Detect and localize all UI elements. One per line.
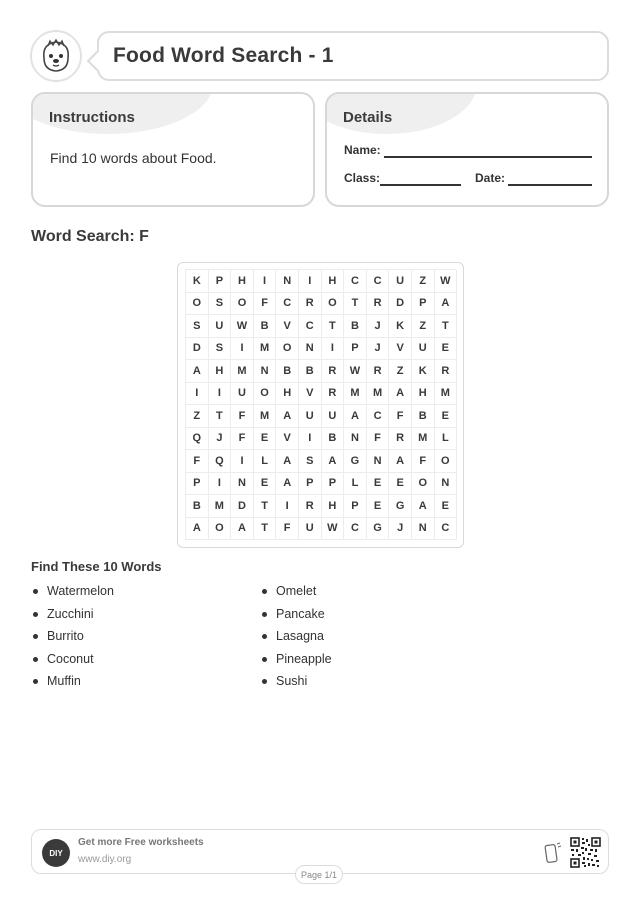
grid-cell[interactable]: I bbox=[186, 383, 209, 406]
grid-cell[interactable]: O bbox=[209, 518, 232, 541]
grid-cell[interactable]: O bbox=[435, 450, 458, 473]
word-search-title: Word Search: F bbox=[31, 228, 149, 245]
grid-cell[interactable]: R bbox=[367, 360, 390, 383]
grid-cell[interactable]: A bbox=[276, 450, 299, 473]
grid-cell[interactable]: Q bbox=[209, 450, 232, 473]
mascot-avatar bbox=[30, 30, 82, 82]
page-number: Page 1/1 bbox=[295, 865, 343, 884]
grid-cell[interactable]: I bbox=[322, 338, 345, 361]
grid-cell[interactable]: S bbox=[186, 315, 209, 338]
grid-cell[interactable]: E bbox=[367, 495, 390, 518]
word-list-item: Coconut bbox=[31, 650, 114, 673]
grid-cell[interactable]: L bbox=[254, 450, 277, 473]
grid-cell[interactable]: D bbox=[389, 293, 412, 316]
grid-cell[interactable]: S bbox=[209, 338, 232, 361]
grid-cell[interactable]: M bbox=[412, 428, 435, 451]
grid-cell[interactable]: W bbox=[322, 518, 345, 541]
grid-cell[interactable]: M bbox=[209, 495, 232, 518]
grid-cell[interactable]: F bbox=[412, 450, 435, 473]
grid-cell[interactable]: E bbox=[254, 428, 277, 451]
grid-cell[interactable]: R bbox=[322, 360, 345, 383]
grid-cell[interactable]: V bbox=[389, 338, 412, 361]
grid-cell[interactable]: K bbox=[412, 360, 435, 383]
grid-cell[interactable]: A bbox=[186, 360, 209, 383]
grid-cell[interactable]: I bbox=[231, 338, 254, 361]
grid-cell[interactable]: U bbox=[299, 405, 322, 428]
word-list-item: Watermelon bbox=[31, 582, 114, 605]
grid-cell[interactable]: A bbox=[276, 473, 299, 496]
grid-cell[interactable]: T bbox=[435, 315, 458, 338]
grid-cell[interactable]: T bbox=[209, 405, 232, 428]
grid-cell[interactable]: H bbox=[322, 270, 345, 293]
grid-cell[interactable]: U bbox=[209, 315, 232, 338]
grid-cell[interactable]: Z bbox=[412, 270, 435, 293]
grid-cell[interactable]: E bbox=[254, 473, 277, 496]
grid-cell[interactable]: K bbox=[389, 315, 412, 338]
grid-cell[interactable]: F bbox=[231, 428, 254, 451]
name-label: Name: bbox=[344, 143, 381, 157]
grid-cell[interactable]: F bbox=[367, 428, 390, 451]
grid-cell[interactable]: F bbox=[186, 450, 209, 473]
grid-cell[interactable]: Z bbox=[389, 360, 412, 383]
grid-cell[interactable]: D bbox=[186, 338, 209, 361]
grid-cell[interactable]: P bbox=[412, 293, 435, 316]
grid-cell[interactable]: T bbox=[254, 518, 277, 541]
grid-cell[interactable]: P bbox=[186, 473, 209, 496]
diy-logo[interactable] bbox=[42, 839, 70, 867]
details-heading: Details bbox=[343, 109, 393, 126]
phone-icon bbox=[544, 842, 562, 864]
grid-cell[interactable]: B bbox=[254, 315, 277, 338]
grid-cell[interactable]: B bbox=[276, 360, 299, 383]
grid-cell[interactable]: B bbox=[344, 315, 367, 338]
grid-cell[interactable]: B bbox=[412, 405, 435, 428]
grid-cell[interactable]: R bbox=[299, 495, 322, 518]
grid-cell[interactable]: A bbox=[389, 450, 412, 473]
logo-text: DIY bbox=[49, 848, 63, 858]
grid-cell[interactable]: O bbox=[186, 293, 209, 316]
grid-cell[interactable]: U bbox=[299, 518, 322, 541]
word-list-item: Sushi bbox=[260, 672, 332, 695]
grid-cell[interactable]: T bbox=[322, 315, 345, 338]
grid-cell[interactable]: U bbox=[322, 405, 345, 428]
instructions-text: Find 10 words about Food. bbox=[50, 150, 217, 166]
grid-cell[interactable]: G bbox=[389, 495, 412, 518]
grid-cell[interactable]: N bbox=[299, 338, 322, 361]
word-list-item: Zucchini bbox=[31, 605, 114, 628]
title-bubble bbox=[97, 31, 609, 81]
grid-cell[interactable]: R bbox=[367, 293, 390, 316]
grid-cell[interactable]: E bbox=[435, 495, 458, 518]
grid-cell[interactable]: H bbox=[412, 383, 435, 406]
grid-cell[interactable]: C bbox=[367, 270, 390, 293]
word-list-item: Muffin bbox=[31, 672, 114, 695]
grid-cell[interactable]: M bbox=[231, 360, 254, 383]
grid-cell[interactable]: N bbox=[412, 518, 435, 541]
class-field[interactable] bbox=[380, 184, 461, 186]
grid-cell[interactable]: R bbox=[435, 360, 458, 383]
grid-cell[interactable]: O bbox=[412, 473, 435, 496]
grid-cell[interactable]: R bbox=[299, 293, 322, 316]
instructions-heading: Instructions bbox=[49, 109, 135, 126]
grid-cell[interactable]: O bbox=[276, 338, 299, 361]
grid-cell[interactable]: V bbox=[299, 383, 322, 406]
qr-code-icon[interactable] bbox=[570, 837, 601, 868]
grid-cell[interactable]: Z bbox=[412, 315, 435, 338]
grid-cell[interactable]: I bbox=[299, 428, 322, 451]
grid-cell[interactable]: F bbox=[231, 405, 254, 428]
word-search-grid-container bbox=[177, 262, 464, 548]
grid-cell[interactable]: B bbox=[299, 360, 322, 383]
grid-cell[interactable]: I bbox=[209, 473, 232, 496]
grid-cell[interactable]: A bbox=[276, 405, 299, 428]
grid-cell[interactable]: R bbox=[322, 383, 345, 406]
grid-cell[interactable]: J bbox=[209, 428, 232, 451]
grid-cell[interactable]: N bbox=[344, 428, 367, 451]
grid-cell[interactable]: H bbox=[276, 383, 299, 406]
grid-cell[interactable]: H bbox=[231, 270, 254, 293]
grid-cell[interactable]: M bbox=[254, 338, 277, 361]
grid-cell[interactable]: U bbox=[231, 383, 254, 406]
grid-cell[interactable]: P bbox=[344, 338, 367, 361]
grid-cell[interactable]: P bbox=[299, 473, 322, 496]
grid-cell[interactable]: N bbox=[231, 473, 254, 496]
grid-cell[interactable]: A bbox=[435, 293, 458, 316]
grid-cell[interactable]: W bbox=[435, 270, 458, 293]
word-search-grid bbox=[185, 269, 456, 540]
grid-cell[interactable]: N bbox=[254, 360, 277, 383]
grid-cell[interactable]: I bbox=[254, 270, 277, 293]
grid-cell[interactable]: G bbox=[367, 518, 390, 541]
grid-cell[interactable]: L bbox=[344, 473, 367, 496]
grid-cell[interactable]: C bbox=[276, 293, 299, 316]
grid-cell[interactable]: F bbox=[254, 293, 277, 316]
word-list-column-1 bbox=[31, 582, 114, 695]
class-label: Class: bbox=[344, 171, 381, 185]
grid-cell[interactable]: O bbox=[254, 383, 277, 406]
grid-cell[interactable]: N bbox=[276, 270, 299, 293]
date-field[interactable] bbox=[508, 184, 592, 186]
word-list-item: Lasagna bbox=[260, 627, 332, 650]
grid-cell[interactable]: I bbox=[276, 495, 299, 518]
name-field[interactable] bbox=[384, 156, 592, 158]
grid-cell[interactable]: A bbox=[322, 450, 345, 473]
grid-cell[interactable]: B bbox=[186, 495, 209, 518]
grid-cell[interactable]: M bbox=[254, 405, 277, 428]
grid-cell[interactable]: W bbox=[344, 360, 367, 383]
grid-cell[interactable]: I bbox=[209, 383, 232, 406]
page-title: Food Word Search - 1 bbox=[113, 44, 334, 67]
date-label: Date: bbox=[475, 171, 506, 185]
grid-cell[interactable]: H bbox=[209, 360, 232, 383]
grid-cell[interactable]: R bbox=[389, 428, 412, 451]
grid-cell[interactable]: W bbox=[231, 315, 254, 338]
grid-cell[interactable]: P bbox=[209, 270, 232, 293]
word-list-item: Pineapple bbox=[260, 650, 332, 673]
grid-cell[interactable]: S bbox=[209, 293, 232, 316]
grid-cell[interactable]: P bbox=[344, 495, 367, 518]
grid-cell[interactable]: U bbox=[389, 270, 412, 293]
grid-cell[interactable]: A bbox=[344, 405, 367, 428]
grid-cell[interactable]: A bbox=[389, 383, 412, 406]
grid-cell[interactable]: J bbox=[389, 518, 412, 541]
footer-promo-text: Get more Free worksheets bbox=[78, 837, 204, 848]
grid-cell[interactable]: A bbox=[412, 495, 435, 518]
grid-cell[interactable]: Q bbox=[186, 428, 209, 451]
grid-cell[interactable]: P bbox=[322, 473, 345, 496]
grid-cell[interactable]: M bbox=[435, 383, 458, 406]
grid-cell[interactable]: U bbox=[412, 338, 435, 361]
grid-cell[interactable]: E bbox=[435, 338, 458, 361]
grid-cell[interactable]: N bbox=[435, 473, 458, 496]
word-list-item: Pancake bbox=[260, 605, 332, 628]
grid-cell[interactable]: C bbox=[344, 270, 367, 293]
grid-cell[interactable]: V bbox=[276, 315, 299, 338]
instructions-card bbox=[31, 92, 315, 207]
grid-cell[interactable]: E bbox=[389, 473, 412, 496]
grid-cell[interactable]: Z bbox=[186, 405, 209, 428]
grid-cell[interactable]: M bbox=[367, 383, 390, 406]
grid-cell[interactable]: I bbox=[231, 450, 254, 473]
details-card bbox=[325, 92, 609, 207]
grid-cell[interactable]: J bbox=[367, 338, 390, 361]
find-words-title: Find These 10 Words bbox=[31, 559, 162, 574]
grid-cell[interactable]: E bbox=[435, 405, 458, 428]
grid-cell[interactable]: C bbox=[344, 518, 367, 541]
grid-cell[interactable]: G bbox=[344, 450, 367, 473]
grid-cell[interactable]: T bbox=[254, 495, 277, 518]
grid-cell[interactable]: L bbox=[435, 428, 458, 451]
grid-cell[interactable]: C bbox=[435, 518, 458, 541]
footer-url[interactable]: www.diy.org bbox=[78, 854, 132, 865]
word-list-item: Burrito bbox=[31, 627, 114, 650]
grid-cell[interactable]: F bbox=[389, 405, 412, 428]
grid-cell[interactable]: M bbox=[344, 383, 367, 406]
grid-cell[interactable]: A bbox=[186, 518, 209, 541]
grid-cell[interactable]: I bbox=[299, 270, 322, 293]
grid-cell[interactable]: V bbox=[276, 428, 299, 451]
grid-cell[interactable]: B bbox=[322, 428, 345, 451]
grid-cell[interactable]: F bbox=[276, 518, 299, 541]
grid-cell[interactable]: A bbox=[231, 518, 254, 541]
grid-cell[interactable]: J bbox=[367, 315, 390, 338]
grid-cell[interactable]: N bbox=[367, 450, 390, 473]
grid-cell[interactable]: E bbox=[367, 473, 390, 496]
word-list-column-2 bbox=[260, 582, 332, 695]
grid-cell[interactable]: C bbox=[299, 315, 322, 338]
grid-cell[interactable]: O bbox=[231, 293, 254, 316]
grid-cell[interactable]: H bbox=[322, 495, 345, 518]
grid-cell[interactable]: O bbox=[322, 293, 345, 316]
grid-cell[interactable]: D bbox=[231, 495, 254, 518]
grid-cell[interactable]: T bbox=[344, 293, 367, 316]
mascot-icon bbox=[36, 36, 76, 76]
grid-cell[interactable]: S bbox=[299, 450, 322, 473]
word-list-item: Omelet bbox=[260, 582, 332, 605]
grid-cell[interactable]: C bbox=[367, 405, 390, 428]
grid-cell[interactable]: K bbox=[186, 270, 209, 293]
